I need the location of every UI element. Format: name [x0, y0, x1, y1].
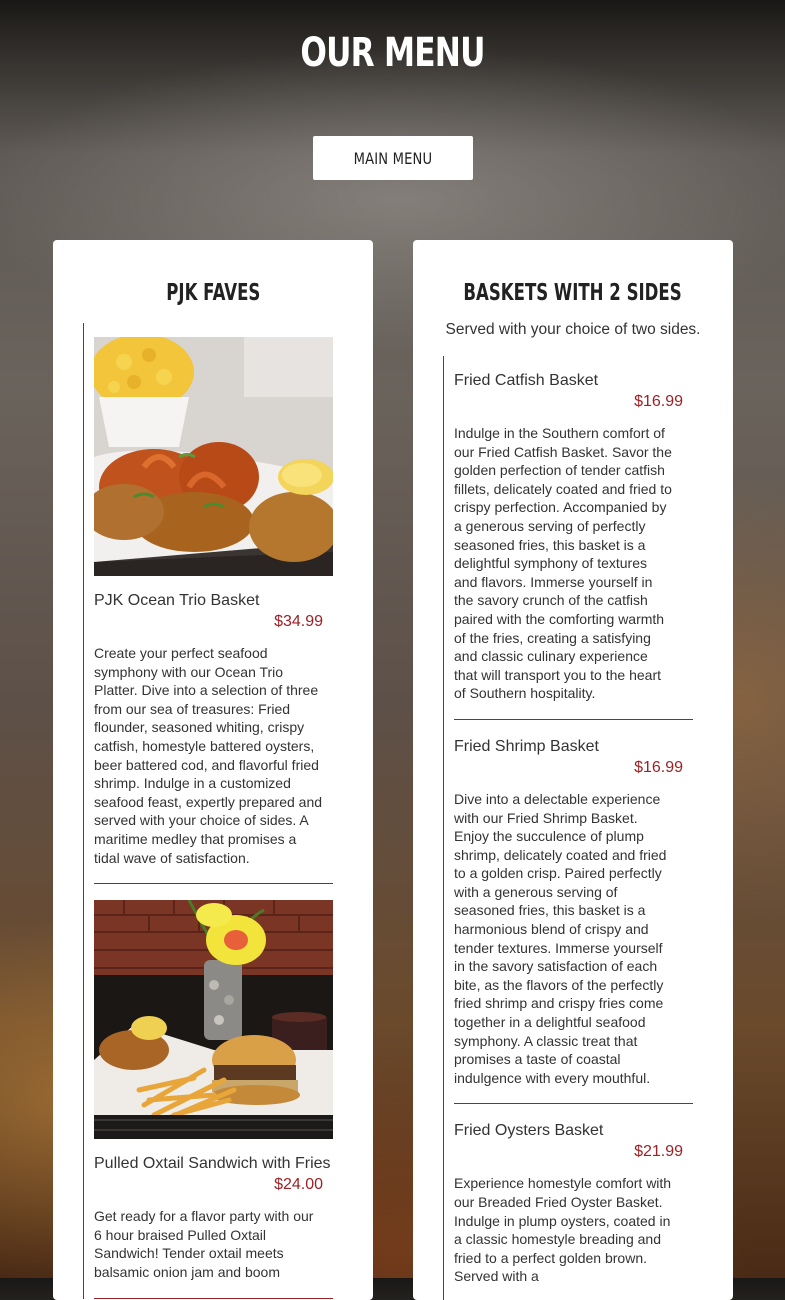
item-description: Indulge in the Southern comfort of our Fried Catfish Basket. Savor the golden perfection of tender catfish fillets, delicately coated and fried to crispy perfection. Accompanied by a generous serving of perfectly seasoned fries, this basket is a delightful symphony of textures and flavors. Immerse yourself in the savory crunch of the catfish paired with the comforting warmth of the fries, creating a satisfying and classic culinary experience that will transport you to the heart of Southern hospitality.: [454, 425, 672, 702]
item-price: $21.99: [634, 1143, 683, 1161]
item-description: Create your perfect seafood symphony with our Ocean Trio Platter. Dive into a selection of three from our sea of treasures: Fried flounder, seasoned whiting, crispy catfish, homestyle battered oysters, beer battered cod, and flavorful fried shrimp. Indulge in a customized seafood feast, expertly prepared and served with your choice of sides. A maritime medley that promises a tidal wave of satisfaction.: [94, 645, 323, 866]
item-description: Dive into a delectable experience with our Fried Shrimp Basket. Enjoy the succulence of plump shrimp, delicately coated and fried to a golden crisp. Paired perfectly with a generous serving of seasoned fries, this basket is a harmonious blend of crispy and tender textures. Immerse yourself in the savory satisfaction of each bite, as the flavors of the perfectly fried shrimp and crispy fries come together in a delightful seafood symphony. A classic treat that promises a taste of coastal indulgence with every mouthful.: [454, 790, 667, 1086]
item-name: Fried Catfish Basket: [454, 372, 599, 389]
item-name: PJK Ocean Trio Basket: [94, 592, 260, 609]
ocean-trio-basket-photo: [94, 337, 333, 576]
baskets-card: [413, 240, 733, 1300]
pjk-faves-card: [53, 240, 373, 1300]
card-title: [413, 280, 733, 306]
card-subtitle: Served with your choice of two sides.: [445, 321, 701, 338]
menu-item-list: [443, 356, 693, 1300]
menu-item[interactable]: [94, 900, 333, 1298]
menu-item[interactable]: [454, 370, 693, 720]
item-description: Get ready for a flavor party with our 6 hour braised Pulled Oxtail Sandwich! Tender oxtail meets balsamic onion jam and boom: [94, 1208, 314, 1280]
item-name: Fried Shrimp Basket: [454, 737, 599, 755]
menu-item[interactable]: [94, 337, 333, 884]
card-title: [53, 280, 373, 306]
item-description: Experience homestyle comfort with our Breaded Fried Oyster Basket. Indulge in plump oysters, coated in a classic homestyle breading and fried to a perfect golden brown. Served with a: [454, 1175, 672, 1285]
item-price: $16.99: [634, 758, 683, 776]
oxtail-sandwich-photo: [94, 900, 333, 1139]
menu-item[interactable]: [454, 1120, 693, 1300]
page-title: OUR MENU: [300, 30, 485, 76]
card-title-text: BASKETS WITH 2 SIDES: [463, 280, 683, 306]
item-name: Fried Oysters Basket: [454, 1122, 604, 1140]
main-menu-button[interactable]: [313, 136, 473, 180]
item-price: $24.00: [274, 1176, 323, 1194]
item-price: $34.99: [274, 613, 323, 630]
main-menu-button-label: MAIN MENU: [353, 148, 433, 168]
item-price: $16.99: [634, 393, 683, 410]
menu-item[interactable]: [454, 736, 693, 1105]
menu-item-list: [83, 323, 333, 1299]
card-title-text: PJK FAVES: [165, 280, 261, 306]
item-name: Pulled Oxtail Sandwich with Fries: [94, 1155, 331, 1173]
